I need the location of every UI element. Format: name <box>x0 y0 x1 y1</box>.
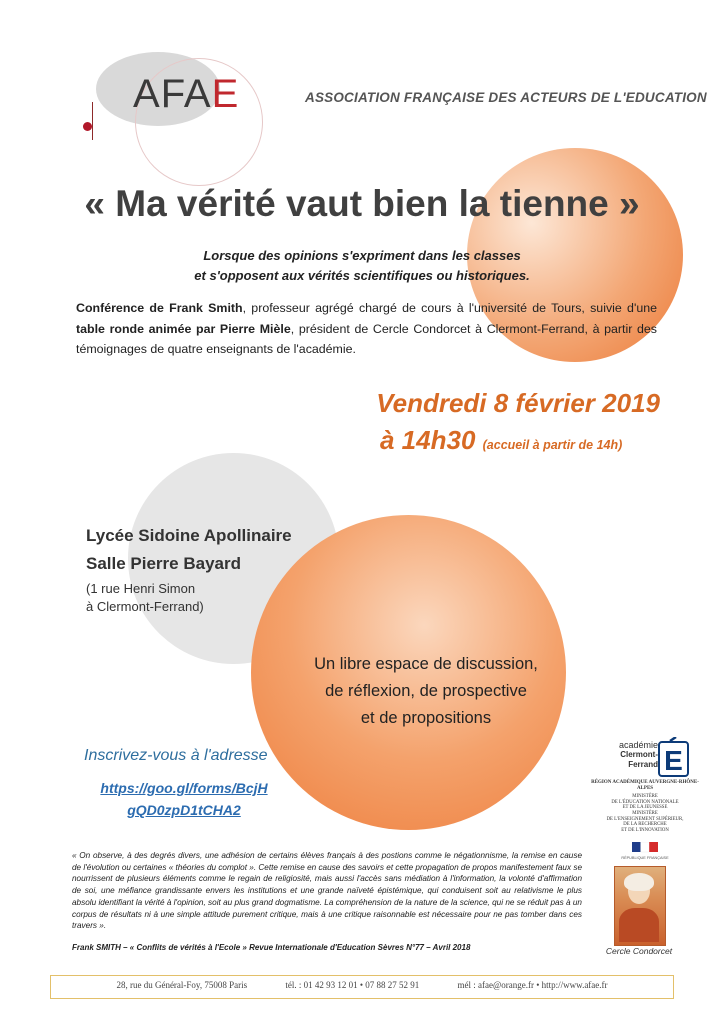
event-subtitle <box>0 246 724 286</box>
venue-school: Lycée Sidoine Apollinaire <box>86 526 292 545</box>
venue-room: Salle Pierre Bayard <box>86 554 241 573</box>
svg-text:E: E <box>664 745 683 776</box>
republic-label: RÉPUBLIQUE FRANÇAISE <box>621 856 669 860</box>
logo-dot <box>83 122 92 131</box>
quote-source: Frank SMITH – « Conflits de vérités à l'Ecole » Revue Internationale d'Education Sèvres N°77 – Avril 2018 <box>72 943 471 952</box>
quote-text: « On observe, à des degrés divers, une adhésion de certains élèves français à des postions comme le négationnisme, la remise en cause de l'évolution ou certaines « théories du complot ». Cette remise en cause des savoirs et cette propagation de propos manifestement faux se nourrissent de plusieurs éléments comme le regain de religiosité, mais aussi l'accès sans médiation à l'information, la volonté d'affirmation de soi, une méfiance grandissante envers les institutions et une grande naïveté épistémique, qui conduisent soit au relativisme le plus absolu identifiant la vérité à l'opinion, soit au plus grand dogmatisme. La compréhension de la nature de la science, qui ne se réduit pas à un corpus de résultats ni à une simple attitude purement critique, mais à une critique raisonnable est nécessaire pour ne pas tomber dans ces travers ». <box>72 851 582 931</box>
footer-email: mél : afae@orange.fr • http://www.afae.fr <box>457 980 608 990</box>
registration-link[interactable]: https://goo.gl/forms/BcjH gQD0zpD1tCHA2 <box>100 780 268 818</box>
footer-contact <box>50 980 674 990</box>
welcome-note: (accueil à partir de 14h) <box>482 438 623 452</box>
description-speaker: Conférence de Frank Smith <box>76 301 243 315</box>
association-name: ASSOCIATION FRANÇAISE DES ACTEURS DE L'EDUCATION <box>305 90 707 105</box>
condorcet-label: Cercle Condorcet <box>605 946 673 956</box>
french-flag-icon <box>632 842 658 856</box>
subtitle-line-1: Lorsque des opinions s'expriment dans les classes <box>203 248 521 263</box>
venue-address: (1 rue Henri Simon à Clermont-Ferrand) <box>86 581 204 614</box>
event-title: « Ma vérité vaut bien la tienne » <box>84 183 640 224</box>
footer-address: 28, rue du Général-Foy, 75008 Paris <box>116 980 248 990</box>
event-time: à 14h30 (accueil à partir de 14h) <box>380 425 623 455</box>
ministry-block: RÉGION ACADÉMIQUE AUVERGNE-RHÔNE-ALPES MINISTÈRE DE L'ÉDUCATION NATIONALE ET DE LA JEUNESSE MINISTÈRE DE L'ENSEIGNEMENT SUPÉRIEUR, DE LA RECHERCHE ET DE L'INNOVATION <box>591 780 699 833</box>
venue-name <box>86 522 292 578</box>
logo-text: AFAE <box>133 72 240 116</box>
description-round-table: table ronde animée par Pierre Mièle <box>76 321 291 336</box>
subtitle-line-2: et s'opposent aux vérités scientifiques ou historiques. <box>194 268 530 283</box>
footer-phone: tél. : 01 42 93 12 01 • 07 88 27 52 91 <box>285 980 420 990</box>
logo-line <box>92 102 93 140</box>
event-date: Vendredi 8 février 2019 <box>376 388 660 418</box>
academie-e-icon <box>658 737 689 777</box>
event-description: Conférence de Frank Smith, professeur agrégé chargé de cours à l'université de Tours, suivie d'une table ronde animée par Pierre Mièle, président de Cercle Condorcet à Clermont-Ferrand, à partir des témoignages de quatre enseignants de l'académie. <box>76 301 657 356</box>
tagline: Un libre espace de discussion, de réflexion, de prospective et de propositions <box>314 655 538 727</box>
registration-label: Inscrivez-vous à l'adresse <box>84 747 268 764</box>
